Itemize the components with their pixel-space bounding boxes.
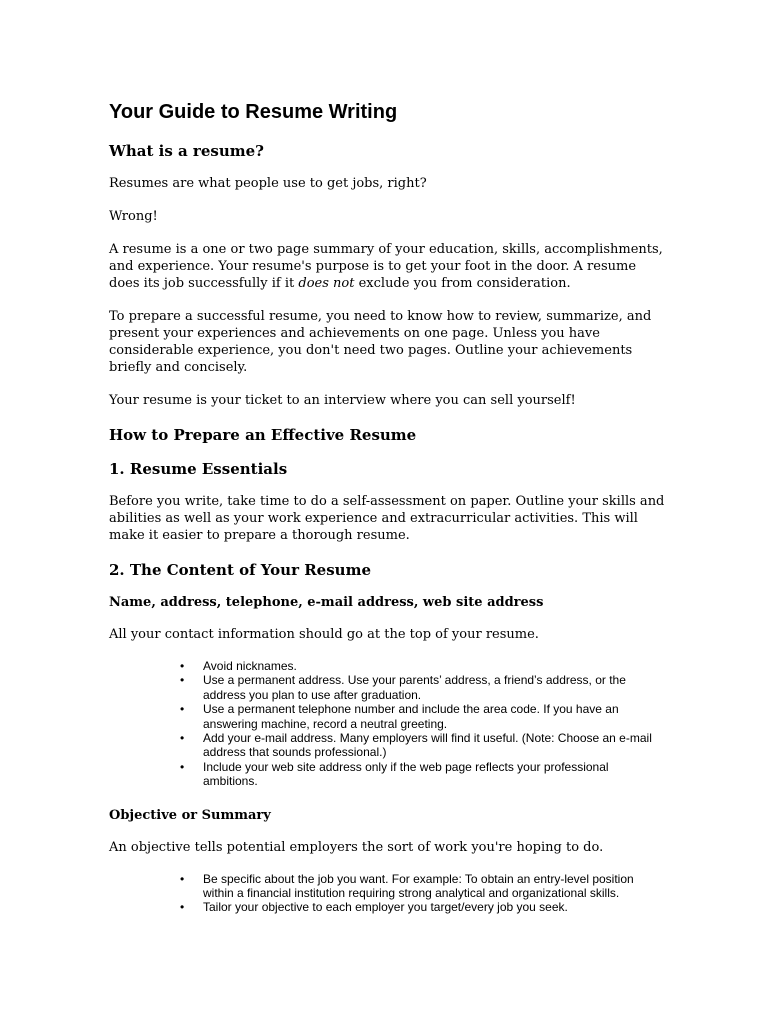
document-content	[109, 99, 669, 933]
subheading-contact-info: Name, address, telephone, e-mail address, web site address	[109, 595, 544, 610]
paragraph-intro-2: Wrong!	[109, 209, 158, 224]
objective-bullet-list	[109, 872, 669, 915]
heading-how-to-prepare: How to Prepare an Effective Resume	[109, 426, 417, 444]
definition-text-a: A resume is a one or two page summary of your education, skills, accomplishments, and experience. Your resume's purpose is to get your foot in the door. A resume does its job successfully if it	[109, 242, 663, 291]
bullet-icon: •	[180, 759, 185, 774]
heading-content-of-resume: 2. The Content of Your Resume	[109, 561, 371, 579]
list-item	[175, 872, 661, 901]
paragraph-essentials: Before you write, take time to do a self-assessment on paper. Outline your skills and abilities as well as your work experience and extracurricular activities. This will make it easier to prepare a thorough resume.	[109, 494, 665, 543]
list-item-text: Tailor your objective to each employer you target/every job you seek.	[203, 900, 568, 915]
list-item	[175, 731, 661, 760]
list-item-text: Use a permanent telephone number and include the area code. If you have an answering machine, record a neutral greeting.	[203, 702, 619, 731]
bullet-icon: •	[180, 702, 185, 717]
list-item-text: Use a permanent address. Use your parents’ address, a friend’s address, or the address you plan to use after graduation.	[203, 673, 626, 702]
bullet-icon: •	[180, 871, 185, 886]
bullet-icon: •	[180, 659, 185, 673]
heading-what-is-resume: What is a resume?	[109, 142, 264, 160]
list-item-text: Be specific about the job you want. For example: To obtain an entry-level position within a financial institution requiring strong analytical and organizational skills.	[203, 871, 634, 901]
list-item	[175, 659, 661, 673]
list-item	[175, 702, 661, 731]
list-item	[175, 900, 661, 914]
list-item-text: Include your web site address only if the web page reflects your professional ambitions.	[203, 759, 609, 789]
subheading-objective: Objective or Summary	[109, 807, 271, 823]
paragraph-contact: All your contact information should go at the top of your resume.	[109, 627, 539, 642]
paragraph-ticket: Your resume is your ticket to an interview where you can sell yourself!	[109, 393, 576, 408]
list-item	[175, 673, 661, 702]
paragraph-objective: An objective tells potential employers the sort of work you're hoping to do.	[109, 839, 604, 855]
paragraph-prepare: To prepare a successful resume, you need to know how to review, summarize, and present your experiences and achievements on one page. Unless you have considerable experience, you don't need two pages. Outline your achievements briefly and concisely.	[109, 309, 652, 375]
bullet-icon: •	[180, 731, 185, 746]
list-item-text: Avoid nicknames.	[203, 659, 297, 673]
list-item-text: Add your e-mail address. Many employers will find it useful. (Note: Choose an e-mail address that sounds professional.)	[203, 731, 652, 760]
paragraph-intro-1: Resumes are what people use to get jobs, right?	[109, 176, 427, 191]
bullet-icon: •	[180, 900, 185, 915]
bullet-icon: •	[180, 673, 185, 688]
definition-text-b: exclude you from consideration.	[354, 276, 571, 291]
heading-resume-essentials: 1. Resume Essentials	[109, 460, 288, 478]
definition-emphasis: does not	[298, 276, 355, 291]
paragraph-definition	[109, 241, 669, 292]
list-item	[175, 760, 661, 789]
page-title: Your Guide to Resume Writing	[109, 101, 398, 123]
contact-bullet-list	[109, 659, 669, 789]
